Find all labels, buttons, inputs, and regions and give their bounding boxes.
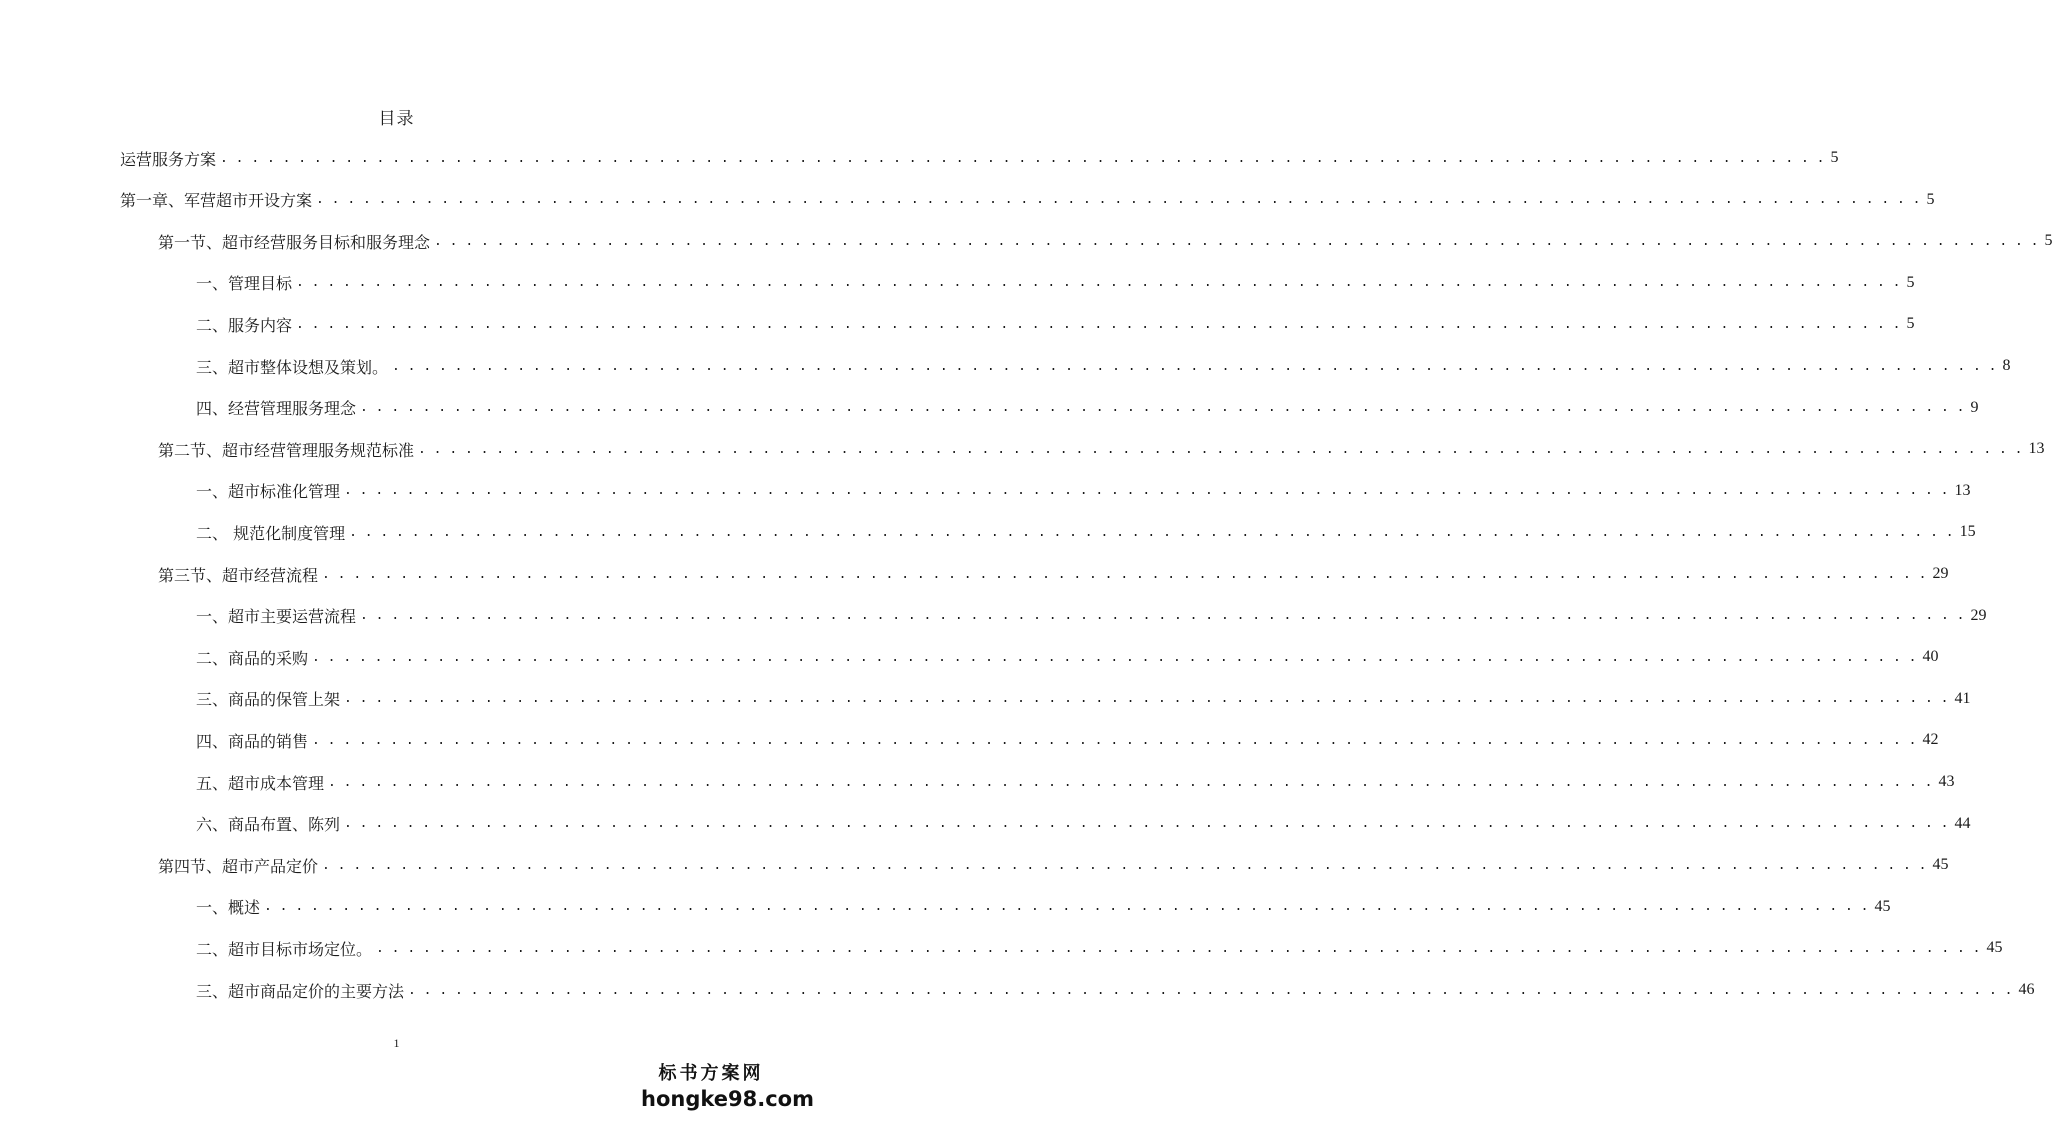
toc-entry-page: 44 <box>1954 814 1971 832</box>
toc-entry[interactable] <box>196 599 1987 633</box>
toc-entry-page: 46 <box>2018 981 2035 998</box>
toc-dot-leader <box>344 816 1948 831</box>
toc-entry-page: 13 <box>1954 481 1971 499</box>
toc-entry[interactable] <box>120 183 1935 217</box>
toc-entry-page: 5 <box>2044 232 2052 250</box>
toc-entry[interactable] <box>158 557 1949 591</box>
toc-entry[interactable] <box>196 391 1979 425</box>
page-title: 目录 <box>378 109 415 129</box>
toc-entry-page: 45 <box>1932 856 1949 874</box>
toc-entry[interactable] <box>196 890 1891 924</box>
toc-dot-leader <box>360 608 1964 623</box>
toc-entry[interactable] <box>158 224 2052 258</box>
toc-dot-leader <box>376 941 1980 956</box>
toc-entry-label: 第一节、超市经营服务目标和服务理念 <box>158 232 431 252</box>
toc-entry[interactable] <box>196 682 1971 716</box>
toc-entry-label: 一、超市标准化管理 <box>196 482 341 502</box>
toc-dot-leader <box>328 775 1932 790</box>
toc-entry-page: 45 <box>1874 897 1891 915</box>
toc-entry-label: 三、超市整体设想及策划。 <box>196 357 389 377</box>
toc-entry[interactable] <box>196 640 1939 674</box>
toc-dot-leader <box>312 733 1916 748</box>
toc-entry-label: 六、商品布置、陈列 <box>196 815 341 835</box>
toc-entry-label: 四、商品的销售 <box>196 731 309 751</box>
toc-entry-label: 运营服务方案 <box>120 149 217 169</box>
toc-entry-label: 第四节、超市产品定价 <box>158 856 319 876</box>
toc-entry-label: 第二节、超市经营管理服务规范标准 <box>158 440 415 460</box>
toc-entry-page: 5 <box>1906 315 1915 333</box>
toc-dot-leader <box>344 691 1948 706</box>
toc-entry-page: 8 <box>2002 357 2011 374</box>
toc-entry[interactable] <box>196 307 1915 341</box>
toc-entry[interactable] <box>196 931 2003 965</box>
toc-entry-page: 45 <box>1986 939 2003 957</box>
toc-entry-page: 29 <box>1932 565 1949 582</box>
toc-dot-leader <box>316 192 1920 207</box>
toc-entry-page: 43 <box>1938 773 1955 790</box>
toc-entry-label: 三、超市商品定价的主要方法 <box>196 981 405 1001</box>
toc-dot-leader <box>322 858 1926 873</box>
toc-entry[interactable] <box>196 515 1976 549</box>
watermark-url: hongke98.com <box>641 1087 814 1111</box>
toc-entry-label: 第一章、军营超市开设方案 <box>120 191 313 211</box>
toc-dot-leader <box>360 400 1964 415</box>
toc-entry-page: 41 <box>1954 689 1971 707</box>
toc-entry-page: 5 <box>1906 273 1915 291</box>
watermark-name: 标书方案网 <box>658 1063 764 1084</box>
toc-dot-leader <box>220 151 1824 166</box>
toc-entry-label: 三、商品的保管上架 <box>196 690 341 710</box>
toc-entry-label: 一、管理目标 <box>196 274 293 294</box>
toc-entry-label: 二、 规范化制度管理 <box>196 523 346 543</box>
toc-entry-label: 五、超市成本管理 <box>196 773 325 793</box>
toc-entry[interactable] <box>196 723 1939 757</box>
toc-dot-leader <box>322 567 1926 582</box>
toc-entry-label: 四、经营管理服务理念 <box>196 399 357 419</box>
toc-dot-leader <box>434 234 2038 249</box>
toc-entry[interactable] <box>196 349 2011 383</box>
toc-dot-leader <box>349 525 1953 540</box>
toc-entry[interactable] <box>196 266 1915 300</box>
toc-dot-leader <box>392 359 1996 374</box>
toc-entry-label: 二、服务内容 <box>196 315 293 335</box>
toc-entry-page: 13 <box>2028 440 2045 458</box>
toc-entry-page: 5 <box>1926 190 1935 208</box>
toc-dot-leader <box>312 650 1916 665</box>
toc-entry[interactable] <box>196 973 2035 1007</box>
toc-entry[interactable] <box>196 807 1971 841</box>
toc-dot-leader <box>344 483 1948 498</box>
toc-entry-label: 二、超市目标市场定位。 <box>196 939 373 959</box>
toc-dot-leader <box>296 317 1900 332</box>
toc-dot-leader <box>296 275 1900 290</box>
toc-entry[interactable] <box>196 765 1955 799</box>
toc-entry-page: 40 <box>1922 648 1939 666</box>
watermark-logo <box>641 1062 814 1112</box>
toc-entry-label: 一、超市主要运营流程 <box>196 607 357 627</box>
toc-entry-page: 9 <box>1970 398 1979 416</box>
toc-entry-page: 15 <box>1959 523 1976 541</box>
toc-dot-leader <box>408 983 2012 998</box>
toc-entry[interactable] <box>196 474 1971 508</box>
toc-entry-label: 第三节、超市经营流程 <box>158 565 319 585</box>
toc-entry-label: 二、商品的采购 <box>196 648 309 668</box>
toc-dot-leader <box>264 899 1868 914</box>
page-number: 1 <box>393 1036 400 1050</box>
toc-entry-label: 一、概述 <box>196 898 261 918</box>
toc-entry[interactable] <box>120 141 1839 175</box>
toc-entry-page: 29 <box>1970 606 1987 624</box>
toc-entry-page: 5 <box>1830 149 1839 166</box>
toc-entry[interactable] <box>158 848 1949 882</box>
toc-dot-leader <box>418 442 2022 457</box>
toc-entry-page: 42 <box>1922 731 1939 749</box>
toc-entry[interactable] <box>158 432 2045 466</box>
